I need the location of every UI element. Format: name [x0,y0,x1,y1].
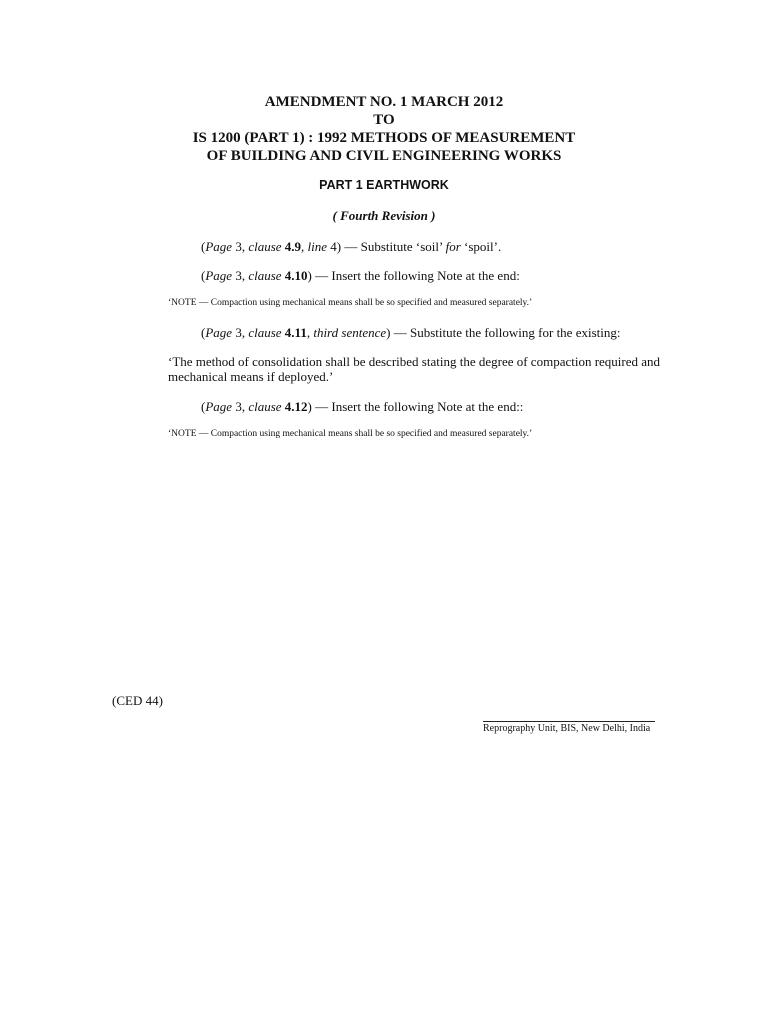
amendment-text: 4) — Substitute ‘soil’ [327,239,446,254]
part-title: PART 1 EARTHWORK [319,178,449,192]
amendment-clause-4-10: (Page 3, clause 4.10) — Insert the following Note at the end: [201,268,520,283]
page-word: Page [205,268,233,283]
note-clause-4-12: ‘NOTE — Compaction using mechanical means shall be so specified and measured separately.’ [168,429,533,439]
line-word: line [307,239,328,254]
page-number: 3, [232,268,249,283]
sentence-word: third sentence [313,325,387,340]
amendment-text: ) — Substitute the following for the existing: [386,325,621,340]
replacement-text-clause-4-11: ‘The method of consolidation shall be described stating the degree of compaction required and mechanical means if deployed.’ [168,354,661,384]
page-word: Page [205,325,233,340]
amendment-title: AMENDMENT NO. 1 MARCH 2012 [264,94,504,110]
standard-title-line2: OF BUILDING AND CIVIL ENGINEERING WORKS [206,148,562,164]
clause-word: clause [248,239,282,254]
page-number: 3, [232,399,249,414]
revision-label: ( Fourth Revision ) [332,208,436,223]
committee-reference: (CED 44) [112,693,163,708]
amendment-clause-4-11: (Page 3, clause 4.11, third sentence) — Substitute the following for the existing: [201,325,621,340]
separator: , [301,239,308,254]
page-number: 3, [232,325,249,340]
page-word: Page [205,399,233,414]
for-word: for [445,239,461,254]
clause-number: 4.9 [284,239,302,254]
amendment-to: TO [373,112,395,128]
amendment-clause-4-12: (Page 3, clause 4.12) — Insert the following Note at the end:: [201,399,524,414]
note-clause-4-10: ‘NOTE — Compaction using mechanical means shall be so specified and measured separately.’ [168,298,533,308]
amendment-text: ) — Insert the following Note at the end:: [307,399,524,414]
amendment-text: ) — Insert the following Note at the end: [307,268,520,283]
clause-word: clause [248,268,282,283]
page-word: Page [205,239,233,254]
amendment-text-end: ‘spoil’. [460,239,502,254]
clause-number: 4.10 [284,268,308,283]
standard-title-line1: IS 1200 (PART 1) : 1992 METHODS OF MEASUREMENT [192,130,576,146]
printer-imprint: Reprography Unit, BIS, New Delhi, India [483,721,655,734]
page-number: 3, [232,239,249,254]
clause-word: clause [248,325,282,340]
amendment-clause-4-9: (Page 3, clause 4.9, line 4) — Substitute ‘soil’ for ‘spoil’. [201,239,502,254]
clause-word: clause [248,399,282,414]
clause-number: 4.11 [284,325,307,340]
separator: , [306,325,314,340]
clause-number: 4.12 [284,399,308,414]
